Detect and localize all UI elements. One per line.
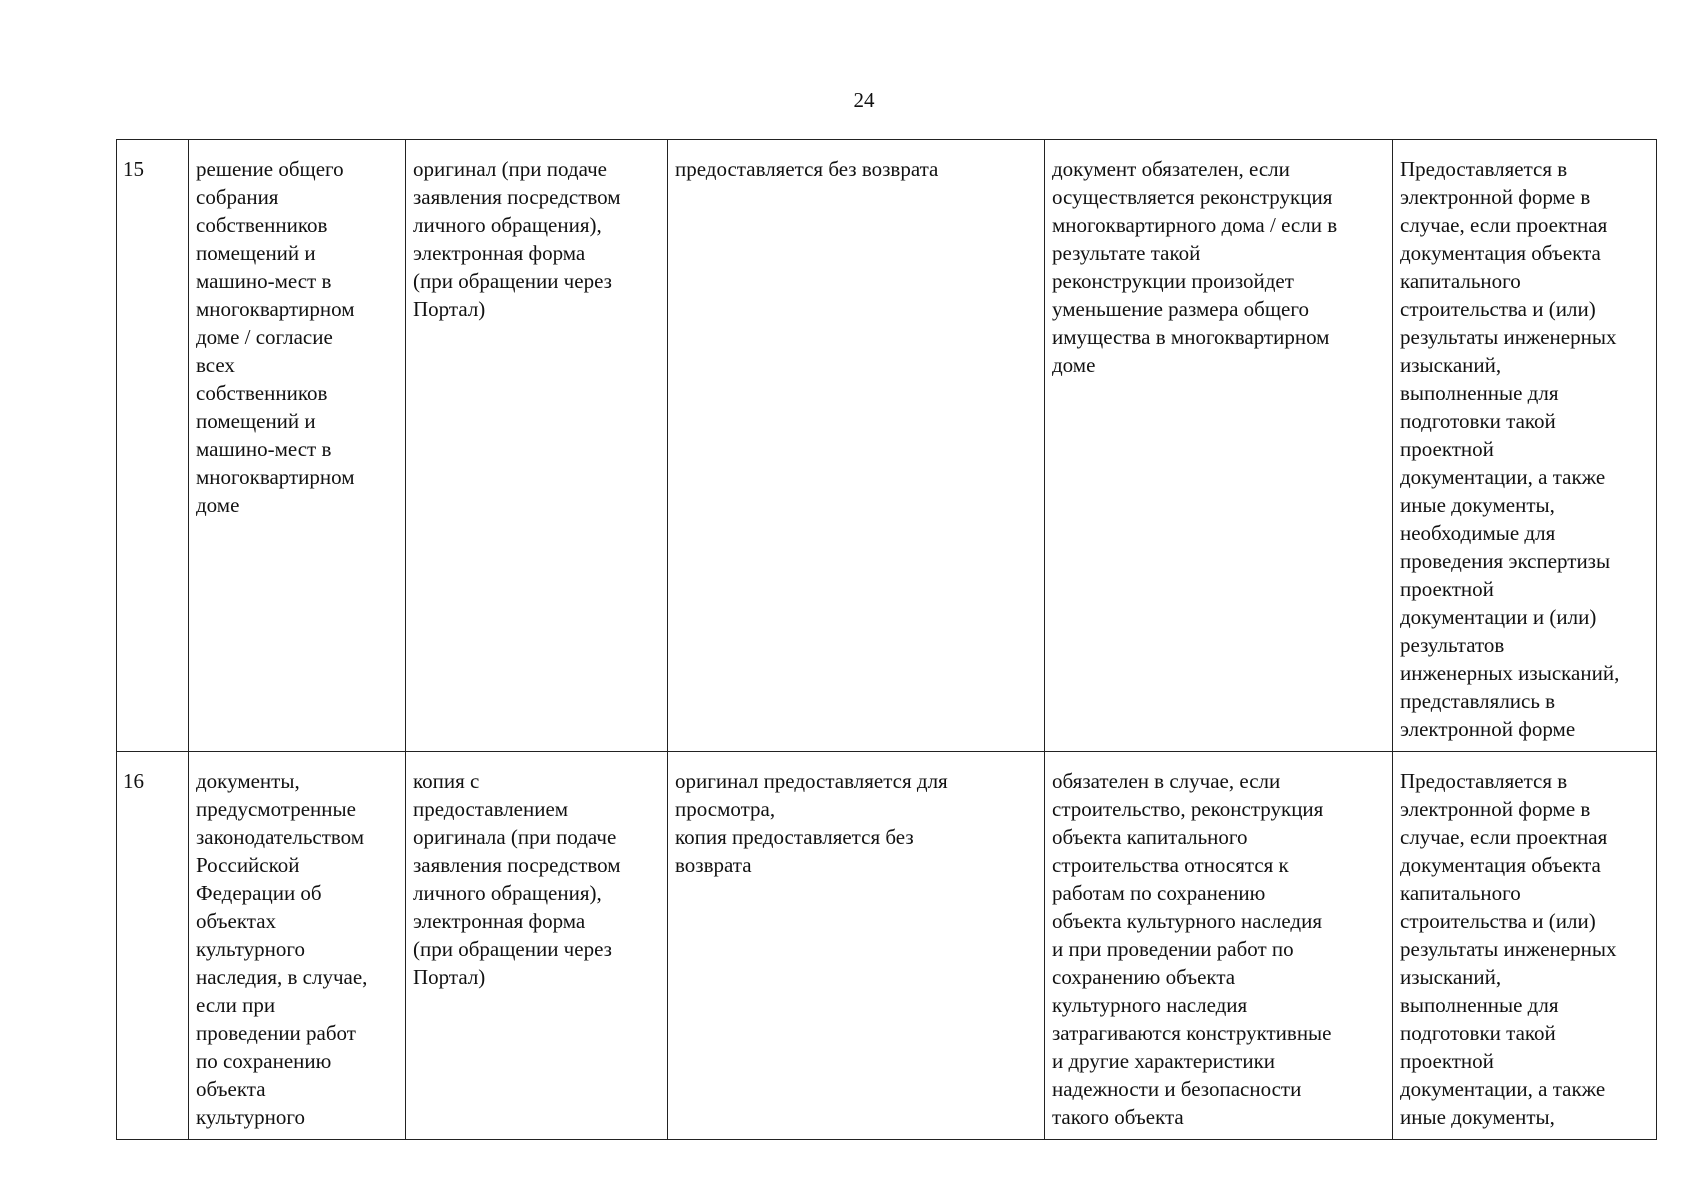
document-form-cell: оригинал (при подаче заявления посредством личного обращения), электронная форма (при обращении через Портал) (406, 140, 668, 752)
return-terms-cell: предоставляется без возврата (668, 140, 1045, 752)
page-number: 24 (853, 88, 875, 112)
electronic-form-cell: Предоставляется в электронной форме в случае, если проектная документация объекта капитального строительства и (или) результаты инженерных изысканий, выполненные для подготовки такой проектной документации, а также иные документы, (1393, 752, 1657, 1140)
return-terms-cell: оригинал предоставляется для просмотра, копия предоставляется без возврата (668, 752, 1045, 1140)
row-number-cell: 16 (117, 752, 189, 1140)
table-row (117, 140, 1657, 752)
documents-table (116, 139, 1657, 1140)
table-row (117, 752, 1657, 1140)
document-name-cell: документы, предусмотренные законодательством Российской Федерации об объектах культурного наследия, в случае, если при проведении работ по сохранению объекта культурного (189, 752, 406, 1140)
electronic-form-cell: Предоставляется в электронной форме в случае, если проектная документация объекта капитального строительства и (или) результаты инженерных изысканий, выполненные для подготовки такой проектной документации, а также иные документы, необходимые для проведения экспертизы проектной документации и (или) результатов инженерных изысканий, представлялись в электронной форме (1393, 140, 1657, 752)
condition-cell: обязателен в случае, если строительство, реконструкция объекта капитального строительства относятся к работам по сохранению объекта культурного наследия и при проведении работ по сохранению объекта культурного наследия затрагиваются конструктивные и другие характеристики надежности и безопасности такого объекта (1045, 752, 1393, 1140)
row-number-cell: 15 (117, 140, 189, 752)
condition-cell: документ обязателен, если осуществляется реконструкция многоквартирного дома / если в результате такой реконструкции произойдет уменьшение размера общего имущества в многоквартирном доме (1045, 140, 1393, 752)
document-form-cell: копия с предоставлением оригинала (при подаче заявления посредством личного обращения), электронная форма (при обращении через Портал) (406, 752, 668, 1140)
document-name-cell: решение общего собрания собственников помещений и машино-мест в многоквартирном доме / согласие всех собственников помещений и машино-мест в многоквартирном доме (189, 140, 406, 752)
